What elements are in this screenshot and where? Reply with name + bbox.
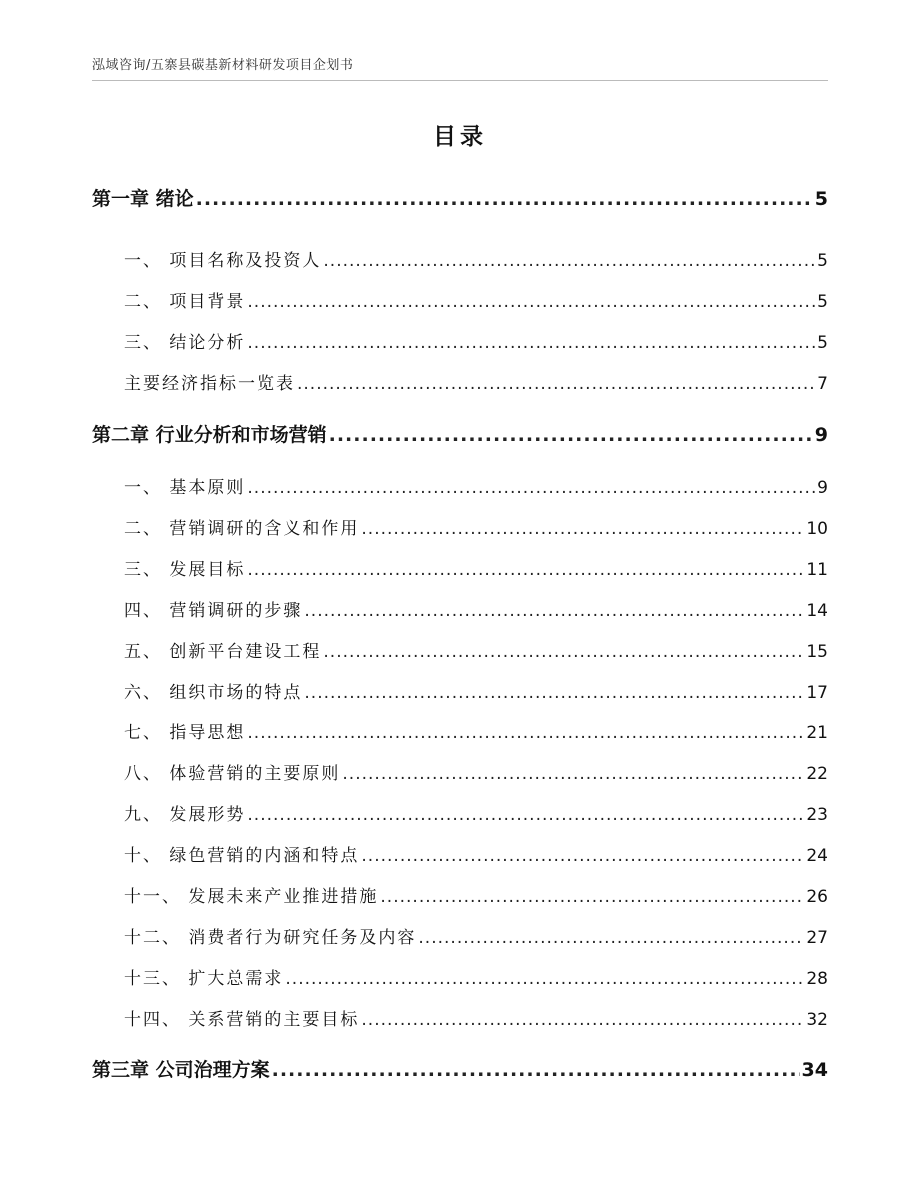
toc-entry-label: 六、 组织市场的特点: [124, 683, 303, 703]
dot-leader: [361, 1010, 804, 1030]
toc-entry-page: 32: [806, 1010, 828, 1030]
dot-leader: [304, 683, 804, 703]
toc-entry[interactable]: [124, 964, 828, 989]
toc-entry[interactable]: [124, 328, 828, 353]
toc-entry[interactable]: [124, 800, 828, 825]
toc-entry-page: 10: [806, 519, 828, 539]
toc-entry[interactable]: [124, 882, 828, 907]
toc-entry[interactable]: [124, 841, 828, 866]
toc-entry-label: 二、 项目背景: [124, 292, 246, 312]
toc-entry-label: 第二章 行业分析和市场营销: [92, 424, 327, 446]
toc-entry-label: 第三章 公司治理方案: [92, 1059, 270, 1081]
toc-entry[interactable]: [124, 718, 828, 743]
toc-entry-label: 一、 基本原则: [124, 478, 246, 498]
toc-entry-page: 15: [806, 642, 828, 662]
running-header: 泓域咨询/五寨县碳基新材料研发项目企划书: [92, 58, 354, 73]
toc-entry-page: 5: [814, 188, 828, 210]
toc-entry-label: 十一、 发展未来产业推进措施: [124, 887, 379, 907]
dot-leader: [247, 333, 815, 353]
toc-entry-page: 9: [814, 424, 828, 446]
toc-entry-label: 三、 发展目标: [124, 560, 246, 580]
toc-entry-page: 17: [806, 683, 828, 703]
toc-entry-chapter-2[interactable]: [92, 420, 828, 447]
dot-leader: [361, 846, 804, 866]
toc-entry[interactable]: [124, 369, 828, 394]
toc-entry-label: 八、 体验营销的主要原则: [124, 764, 341, 784]
toc-entry-page: 28: [806, 969, 828, 989]
toc-entry-chapter-3[interactable]: [92, 1055, 828, 1082]
dot-leader: [247, 292, 815, 312]
toc-entry[interactable]: [124, 678, 828, 703]
dot-leader: [342, 764, 804, 784]
toc-entry-page: 5: [817, 292, 828, 312]
toc-entry[interactable]: [124, 923, 828, 948]
dot-leader: [297, 374, 815, 394]
toc-entry-label: 七、 指导思想: [124, 723, 246, 743]
toc-entry-page: 9: [817, 478, 828, 498]
dot-leader: [272, 1059, 800, 1081]
dot-leader: [380, 887, 804, 907]
toc-entry-page: 23: [806, 805, 828, 825]
toc-entry-page: 7: [817, 374, 828, 394]
toc-entry-label: 十三、 扩大总需求: [124, 969, 284, 989]
dot-leader: [329, 424, 813, 446]
dot-leader: [304, 601, 804, 621]
toc-entry-page: 24: [806, 846, 828, 866]
toc-entry-label: 四、 营销调研的步骤: [124, 601, 303, 621]
toc-entry-page: 22: [806, 764, 828, 784]
toc-entry[interactable]: [124, 596, 828, 621]
toc-entry-page: 21: [806, 723, 828, 743]
dot-leader: [285, 969, 804, 989]
toc-entry[interactable]: [124, 1005, 828, 1030]
header-divider: [92, 80, 828, 81]
toc-entry-label: 十四、 关系营销的主要目标: [124, 1010, 360, 1030]
page-title: 目录: [433, 124, 487, 150]
toc-entry-page: 26: [806, 887, 828, 907]
toc-entry-label: 二、 营销调研的含义和作用: [124, 519, 360, 539]
dot-leader: [418, 928, 804, 948]
toc-entry[interactable]: [124, 555, 828, 580]
toc-entry-label: 一、 项目名称及投资人: [124, 251, 322, 271]
toc-entry-label: 五、 创新平台建设工程: [124, 642, 322, 662]
toc-entry[interactable]: [124, 637, 828, 662]
toc-entry-label: 九、 发展形势: [124, 805, 246, 825]
toc-entry-label: 十二、 消费者行为研究任务及内容: [124, 928, 417, 948]
toc-entry[interactable]: [124, 287, 828, 312]
dot-leader: [323, 642, 804, 662]
toc-entry[interactable]: [124, 473, 828, 498]
toc-entry-label: 十、 绿色营销的内涵和特点: [124, 846, 360, 866]
dot-leader: [247, 560, 804, 580]
toc-entry-page: 5: [817, 333, 828, 353]
toc-entry-label: 三、 结论分析: [124, 333, 246, 353]
dot-leader: [196, 188, 813, 210]
toc-entry-chapter-1[interactable]: [92, 184, 828, 211]
dot-leader: [247, 723, 804, 743]
toc-entry-page: 5: [817, 251, 828, 271]
toc-entry-page: 11: [806, 560, 828, 580]
toc-entry[interactable]: [124, 246, 828, 271]
toc-entry-page: 34: [801, 1059, 828, 1081]
toc-entry-page: 14: [806, 601, 828, 621]
dot-leader: [247, 805, 804, 825]
toc-entry-label: 第一章 绪论: [92, 188, 194, 210]
dot-leader: [247, 478, 815, 498]
dot-leader: [361, 519, 804, 539]
toc-entry[interactable]: [124, 759, 828, 784]
toc-entry-page: 27: [806, 928, 828, 948]
toc-entry-label: 主要经济指标一览表: [124, 374, 295, 394]
toc-entry[interactable]: [124, 514, 828, 539]
dot-leader: [323, 251, 815, 271]
